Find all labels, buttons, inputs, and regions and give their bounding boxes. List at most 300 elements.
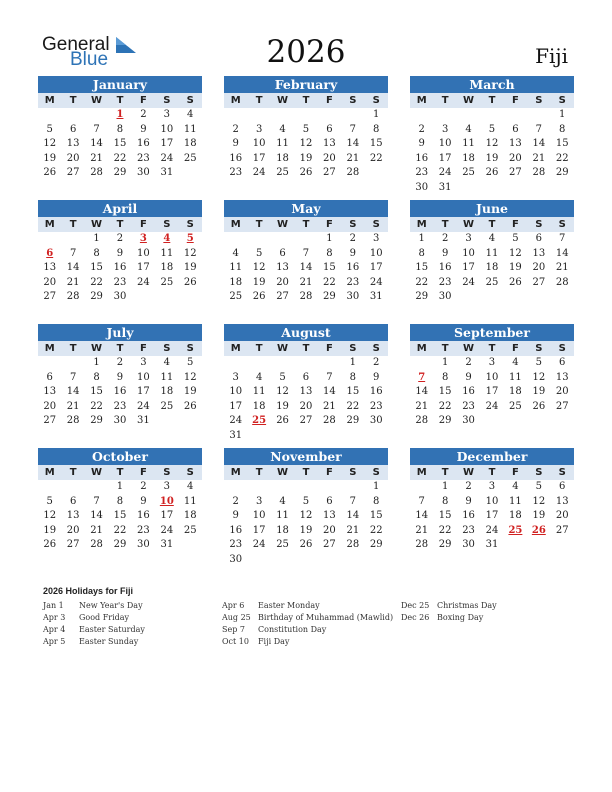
day-cell: 3 [488,481,496,492]
day-cell: 2 [465,481,472,492]
weekday-label: M [44,219,55,230]
day-cell: 21 [415,400,429,412]
day-cell: 24 [485,400,499,412]
weekday-label: W [277,343,289,354]
day-cell: 5 [46,495,53,507]
day-cell: 9 [116,371,124,383]
day-cell: 13 [299,386,313,398]
day-cell: 4 [488,233,496,244]
holiday-column [43,600,145,648]
day-cell: 23 [229,539,243,551]
empty-day-cell [341,480,364,495]
day-cell: 19 [509,262,522,274]
weekday-label: T [69,219,77,230]
empty-day-cell [61,108,84,123]
day-cell: 4 [163,233,171,244]
weekday-label: T [69,343,77,354]
day-cell: 6 [302,371,310,383]
holiday-name: Constitution Day [258,625,327,634]
day-cell: 19 [532,386,546,398]
day-cell: 11 [276,510,289,522]
day-cell: 8 [441,371,449,383]
empty-day-cell [457,290,480,305]
week-row [224,152,388,167]
holiday-date: Dec 25 [401,601,430,610]
week-row [410,385,574,400]
day-cell: 28 [346,539,360,551]
empty-day-cell [179,538,202,553]
holiday-item [222,612,393,624]
day-cell: 9 [465,371,472,383]
weekday-label: W [463,343,475,354]
day-cell: 1 [418,233,425,244]
day-cell: 7 [349,495,356,507]
day-cell: 22 [323,276,336,288]
month-april [38,200,202,305]
day-cell: 11 [485,247,499,259]
empty-day-cell [504,181,527,196]
weekday-label: S [349,467,357,478]
day-cell: 7 [418,495,425,507]
day-cell: 17 [369,262,383,274]
day-cell: 16 [137,510,150,522]
day-cell: 7 [349,123,356,135]
empty-day-cell [224,480,247,495]
day-cell: 18 [252,400,266,412]
month-july [38,324,202,429]
day-cell: 24 [229,415,243,427]
weekday-label: W [277,219,289,230]
week-row [38,232,202,247]
day-cell: 5 [279,371,286,383]
empty-day-cell [61,356,84,371]
day-cell: 27 [66,167,80,179]
weekday-label: S [163,467,171,478]
day-cell: 2 [373,357,380,368]
weekday-header-row [38,93,202,108]
day-cell: 16 [113,386,127,398]
week-row [38,276,202,291]
day-cell: 29 [113,539,127,551]
day-cell: 28 [66,291,80,303]
day-cell: 19 [252,276,266,288]
empty-day-cell [551,181,574,196]
day-cell: 5 [187,357,194,368]
day-cell: 23 [462,524,475,536]
day-cell: 23 [137,152,150,164]
day-cell: 22 [415,276,429,288]
day-cell: 6 [535,233,542,244]
week-row [224,166,388,181]
holidays-title: 2026 Holidays for Fiji [43,586,134,596]
holiday-name: Good Friday [79,613,130,622]
day-cell: 17 [160,138,174,150]
week-row [224,137,388,152]
day-cell: 1 [373,481,380,492]
day-cell: 13 [323,510,336,522]
week-row [410,123,574,138]
day-cell: 21 [323,400,336,412]
day-cell: 16 [229,524,243,536]
weekday-label: S [558,95,566,106]
day-cell: 15 [438,510,452,522]
week-row [224,480,388,495]
holiday-item [43,600,145,612]
day-cell: 4 [279,123,286,135]
empty-day-cell [527,414,550,429]
weekday-label: T [302,219,310,230]
week-row [410,495,574,510]
empty-day-cell [504,108,527,123]
month-january [38,76,202,181]
week-row [38,247,202,262]
day-cell: 2 [140,481,147,492]
day-cell: 13 [276,262,289,274]
day-cell: 4 [255,371,263,383]
day-cell: 22 [555,152,569,164]
day-cell: 27 [43,291,57,303]
day-cell: 5 [488,123,496,135]
day-cell: 29 [323,291,336,303]
weekday-label: S [535,343,543,354]
weekday-label: S [349,343,357,354]
month-title: November [224,448,388,465]
weekday-label: M [44,467,55,478]
day-cell: 16 [137,138,150,150]
day-cell: 14 [66,386,80,398]
day-cell: 9 [140,495,147,507]
day-cell: 8 [373,123,380,135]
day-cell: 15 [369,138,383,150]
day-cell: 6 [559,357,566,368]
day-cell: 11 [229,262,243,274]
day-cell: 7 [418,371,426,383]
week-row [410,261,574,276]
week-row [38,166,202,181]
day-cell: 5 [186,233,194,244]
weekday-label: T [69,95,77,106]
week-row [410,524,574,539]
day-cell: 17 [137,386,150,398]
day-cell: 4 [512,481,519,492]
month-december [410,448,574,553]
week-row [410,290,574,305]
weekday-header-row [224,217,388,232]
day-cell: 11 [276,138,289,150]
weekday-header-row [410,93,574,108]
day-cell: 28 [346,167,360,179]
empty-day-cell [179,290,202,305]
empty-day-cell [551,538,574,553]
month-title: October [38,448,202,465]
day-cell: 18 [183,138,197,150]
day-cell: 10 [137,371,150,383]
day-cell: 2 [232,123,239,135]
holiday-column [222,600,393,648]
holiday-item [222,636,393,648]
day-cell: 30 [137,539,150,551]
day-cell: 17 [229,400,243,412]
week-row [410,371,574,386]
day-cell: 7 [535,123,542,135]
week-row [224,371,388,386]
day-cell: 11 [160,247,174,259]
day-cell: 19 [183,262,197,274]
week-row [224,400,388,415]
empty-day-cell [271,553,294,568]
day-cell: 15 [323,262,336,274]
day-cell: 18 [276,524,289,536]
day-cell: 25 [183,524,197,536]
day-cell: 13 [43,262,57,274]
weekday-header-row [410,465,574,480]
day-cell: 26 [183,400,197,412]
empty-day-cell [224,108,247,123]
day-cell: 15 [113,138,127,150]
month-title: February [224,76,388,93]
day-cell: 1 [559,109,566,120]
day-cell: 27 [323,167,336,179]
empty-day-cell [504,290,527,305]
week-row [38,414,202,429]
day-cell: 14 [90,138,103,150]
month-october [38,448,202,553]
day-cell: 29 [438,415,452,427]
day-cell: 7 [69,247,77,259]
day-cell: 22 [113,152,127,164]
day-cell: 14 [346,138,360,150]
day-cell: 11 [160,371,174,383]
holiday-date: Apr 3 [43,613,66,622]
empty-day-cell [85,108,108,123]
day-cell: 28 [66,415,80,427]
empty-day-cell [271,356,294,371]
day-cell: 5 [535,357,542,368]
weekday-label: M [44,343,55,354]
day-cell: 3 [373,233,380,244]
day-cell: 3 [441,123,449,135]
day-cell: 26 [299,539,313,551]
empty-day-cell [527,290,550,305]
day-cell: 11 [462,138,475,150]
empty-day-cell [247,429,270,444]
day-cell: 2 [116,357,124,368]
weekday-label: W [463,95,475,106]
day-cell: 12 [532,371,546,383]
empty-day-cell [365,553,388,568]
day-cell: 17 [137,262,150,274]
week-row [410,247,574,262]
day-cell: 16 [113,262,127,274]
day-cell: 2 [116,233,124,244]
day-cell: 31 [369,291,383,303]
day-cell: 13 [66,510,80,522]
empty-day-cell [457,181,480,196]
day-cell: 14 [299,262,313,274]
day-cell: 4 [279,495,286,507]
day-cell: 20 [555,510,569,522]
day-cell: 8 [418,247,425,259]
day-cell: 13 [323,138,336,150]
weekday-label: S [163,95,171,106]
empty-day-cell [224,356,247,371]
holiday-date: Jan 1 [43,601,64,610]
day-cell: 22 [369,152,383,164]
empty-day-cell [85,480,108,495]
day-cell: 11 [183,495,197,507]
weekday-label: W [91,467,103,478]
day-cell: 21 [299,276,313,288]
week-row [410,166,574,181]
weekday-label: T [441,95,449,106]
weekday-label: S [349,219,357,230]
day-cell: 1 [93,233,100,244]
day-cell: 26 [43,539,57,551]
day-cell: 6 [69,123,77,135]
weekday-label: T [441,219,449,230]
empty-day-cell [247,480,270,495]
day-cell: 19 [485,152,499,164]
day-cell: 3 [465,233,472,244]
week-row [224,108,388,123]
holiday-date: Apr 4 [43,625,66,634]
day-cell: 2 [140,109,147,120]
week-row [38,524,202,539]
weekday-label: T [116,467,124,478]
day-cell: 15 [346,386,360,398]
day-cell: 7 [93,495,100,507]
month-november [224,448,388,568]
holiday-date: Oct 10 [222,637,249,646]
weekday-label: F [511,343,519,354]
day-cell: 1 [373,109,380,120]
day-cell: 19 [183,386,197,398]
day-cell: 25 [485,276,499,288]
empty-day-cell [318,356,341,371]
weekday-label: W [91,219,103,230]
day-cell: 20 [299,400,313,412]
day-cell: 2 [441,233,449,244]
empty-day-cell [271,480,294,495]
day-cell: 10 [462,247,475,259]
day-cell: 12 [276,386,289,398]
weekday-label: M [416,343,427,354]
day-cell: 17 [438,152,452,164]
day-cell: 4 [187,481,194,492]
day-cell: 14 [90,510,103,522]
day-cell: 4 [163,357,170,368]
day-cell: 12 [299,510,313,522]
day-cell: 16 [346,262,360,274]
day-cell: 19 [276,400,289,412]
holiday-item [43,612,145,624]
holiday-column [401,600,497,624]
day-cell: 16 [462,386,475,398]
day-cell: 4 [512,357,519,368]
day-cell: 17 [485,510,499,522]
day-cell: 23 [438,276,452,288]
day-cell: 14 [415,510,429,522]
day-cell: 20 [66,524,80,536]
day-cell: 6 [512,123,519,135]
weekday-header-row [410,341,574,356]
day-cell: 10 [438,138,452,150]
day-cell: 6 [559,481,566,492]
day-cell: 20 [43,400,57,412]
day-cell: 10 [369,247,383,259]
weekday-label: T [116,343,124,354]
day-cell: 28 [415,539,429,551]
day-cell: 15 [438,386,452,398]
day-cell: 9 [232,510,239,522]
day-cell: 28 [415,415,429,427]
day-cell: 27 [43,415,57,427]
week-row [38,371,202,386]
empty-day-cell [294,108,317,123]
day-cell: 6 [46,371,53,383]
day-cell: 13 [555,495,569,507]
day-cell: 8 [373,495,380,507]
day-cell: 30 [462,415,475,427]
day-cell: 10 [252,510,266,522]
weekday-label: S [186,467,194,478]
day-cell: 26 [43,167,57,179]
week-row [410,356,574,371]
day-cell: 28 [299,291,313,303]
weekday-label: S [535,95,543,106]
empty-day-cell [480,181,503,196]
month-title: January [38,76,202,93]
empty-day-cell [527,108,550,123]
day-cell: 9 [418,138,425,150]
day-cell: 1 [93,357,100,368]
day-cell: 23 [113,400,127,412]
day-cell: 3 [163,481,170,492]
empty-day-cell [433,108,456,123]
country-name: Fiji [535,44,568,68]
weekday-label: S [372,467,380,478]
week-row [224,385,388,400]
day-cell: 26 [183,276,197,288]
day-cell: 9 [441,247,449,259]
empty-day-cell [410,356,433,371]
empty-day-cell [527,181,550,196]
day-cell: 23 [462,400,475,412]
weekday-label: F [139,343,147,354]
day-cell: 24 [252,539,266,551]
day-cell: 2 [232,495,239,507]
day-cell: 21 [66,400,80,412]
day-cell: 3 [232,371,239,383]
day-cell: 5 [255,247,263,259]
weekday-label: W [277,467,289,478]
day-cell: 22 [90,400,103,412]
day-cell: 24 [137,276,150,288]
day-cell: 14 [532,138,546,150]
day-cell: 17 [252,524,266,536]
weekday-label: M [44,95,55,106]
day-cell: 8 [349,371,356,383]
weekday-label: T [255,219,263,230]
empty-day-cell [341,429,364,444]
day-cell: 12 [532,495,546,507]
day-cell: 9 [465,495,472,507]
day-cell: 3 [488,357,496,368]
day-cell: 20 [555,386,569,398]
week-row [224,123,388,138]
day-cell: 10 [252,138,266,150]
weekday-label: M [230,343,241,354]
